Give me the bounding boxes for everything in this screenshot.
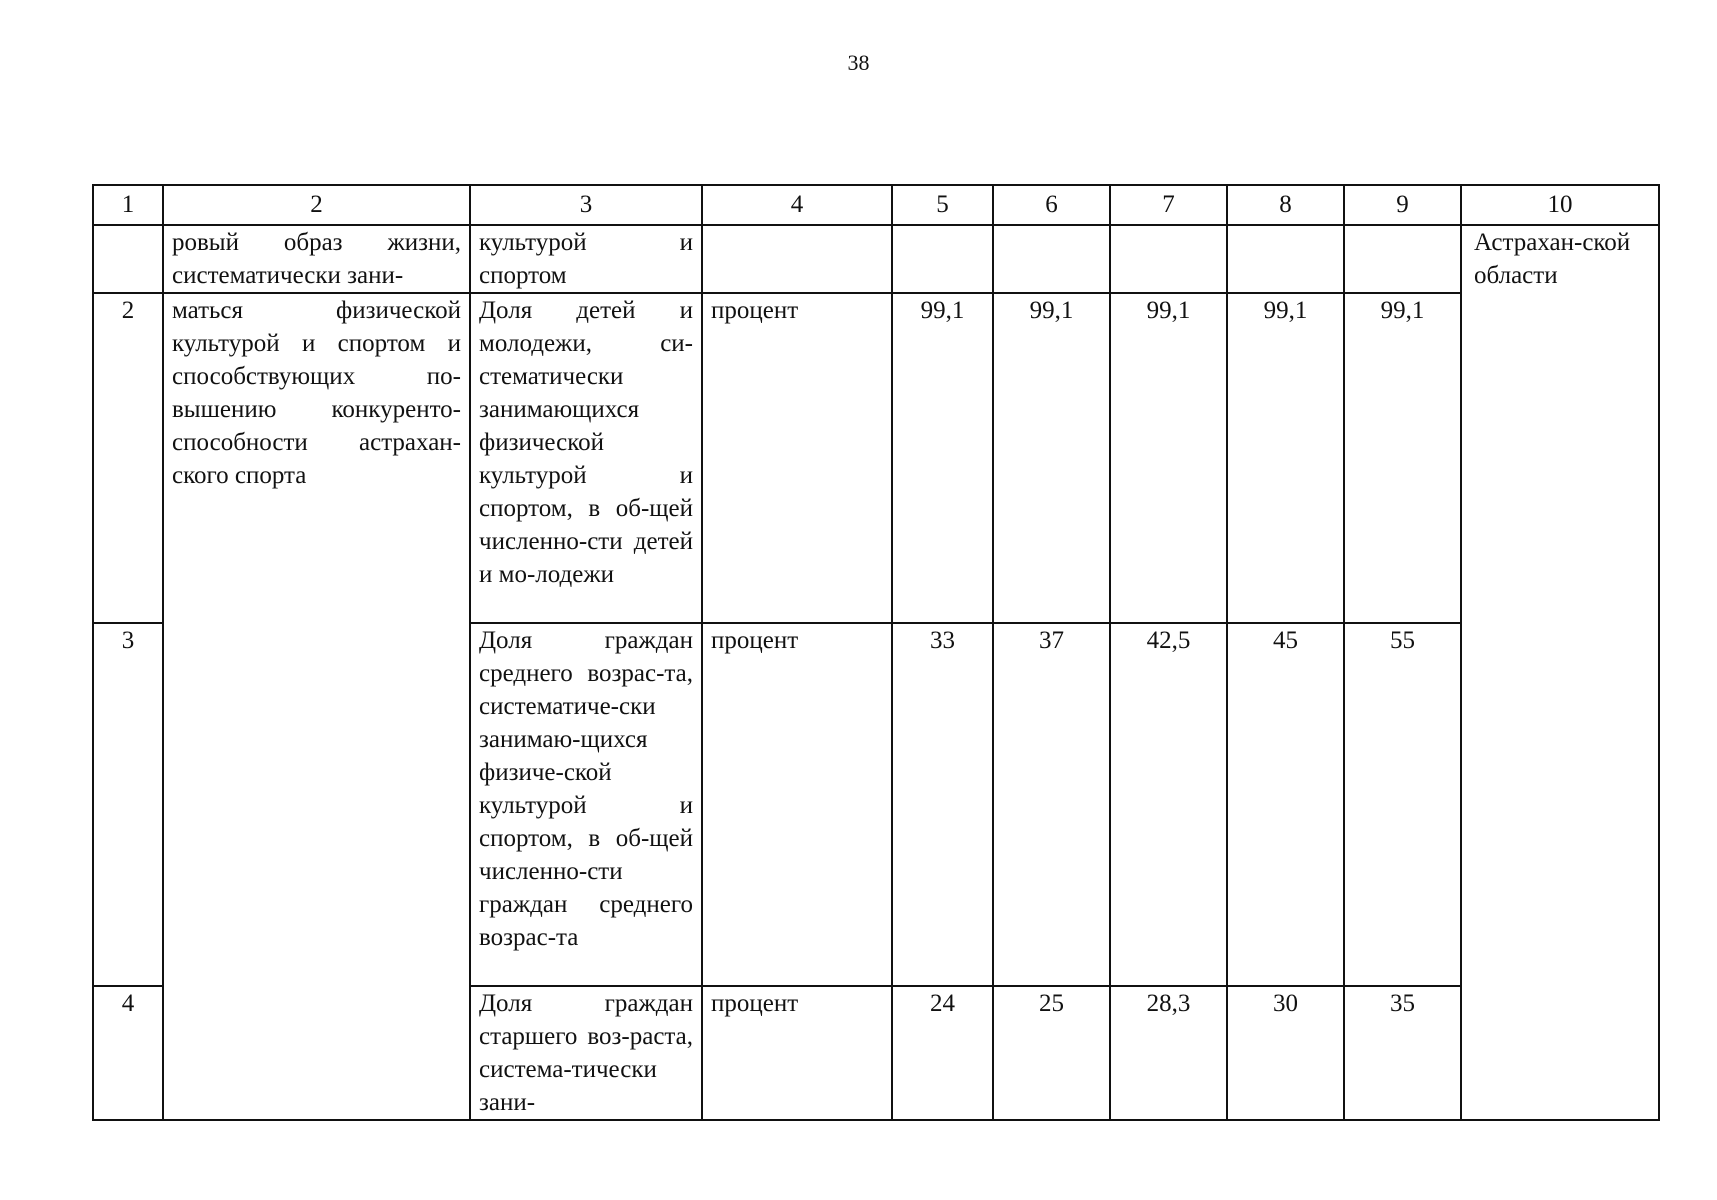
indicator-cell: Доля граждан старшего воз-раста, система-тически зани- (470, 986, 702, 1120)
value-cell: 99,1 (1227, 293, 1344, 623)
value-cell: 30 (1227, 986, 1344, 1120)
header-cell-8: 8 (1227, 185, 1344, 225)
table-row (93, 225, 1659, 293)
indicators-table (92, 184, 1660, 1121)
unit-cell (702, 225, 892, 293)
header-cell-3: 3 (470, 185, 702, 225)
indicator-cell: Доля граждан среднего возрас-та, систематиче-ски занимаю-щихся физиче-ской культурой и спортом, в об-щей численно-сти граждан среднего возрас-та (470, 623, 702, 986)
value-cell (1227, 225, 1344, 293)
value-cell (1110, 225, 1227, 293)
value-cell (892, 225, 993, 293)
value-cell: 99,1 (993, 293, 1110, 623)
responsible-cell: Астрахан-ской области (1461, 225, 1659, 1120)
row-number-cell: 3 (93, 623, 163, 986)
header-cell-5: 5 (892, 185, 993, 225)
header-cell-7: 7 (1110, 185, 1227, 225)
row-number-cell: 4 (93, 986, 163, 1120)
header-cell-9: 9 (1344, 185, 1461, 225)
unit-cell: процент (702, 623, 892, 986)
indicator-cell: культурой и спортом (470, 225, 702, 293)
header-cell-4: 4 (702, 185, 892, 225)
goal-text-rest: маться физической культурой и спортом и способствующих по-вышению конкуренто-способности астрахан-ского спорта (163, 293, 470, 1120)
header-cell-6: 6 (993, 185, 1110, 225)
goal-text-top: ровый образ жизни, систематически зани- (163, 225, 470, 293)
value-cell (1344, 225, 1461, 293)
value-cell: 37 (993, 623, 1110, 986)
value-cell: 45 (1227, 623, 1344, 986)
value-cell: 24 (892, 986, 993, 1120)
unit-cell: процент (702, 986, 892, 1120)
value-cell: 99,1 (1110, 293, 1227, 623)
value-cell: 25 (993, 986, 1110, 1120)
row-number-cell (93, 225, 163, 293)
value-cell: 55 (1344, 623, 1461, 986)
value-cell: 28,3 (1110, 986, 1227, 1120)
value-cell (993, 225, 1110, 293)
indicator-cell: Доля детей и молодежи, си-стематически занимающихся физической культурой и спортом, в об-щей численно-сти детей и мо-лодежи (470, 293, 702, 623)
header-cell-1: 1 (93, 185, 163, 225)
value-cell: 99,1 (1344, 293, 1461, 623)
header-cell-10: 10 (1461, 185, 1659, 225)
header-row (93, 185, 1659, 225)
value-cell: 42,5 (1110, 623, 1227, 986)
value-cell: 33 (892, 623, 993, 986)
value-cell: 35 (1344, 986, 1461, 1120)
page-number: 38 (847, 50, 870, 75)
header-cell-2: 2 (163, 185, 470, 225)
table-row (93, 293, 1659, 623)
value-cell: 99,1 (892, 293, 993, 623)
row-number-cell: 2 (93, 293, 163, 623)
unit-cell: процент (702, 293, 892, 623)
